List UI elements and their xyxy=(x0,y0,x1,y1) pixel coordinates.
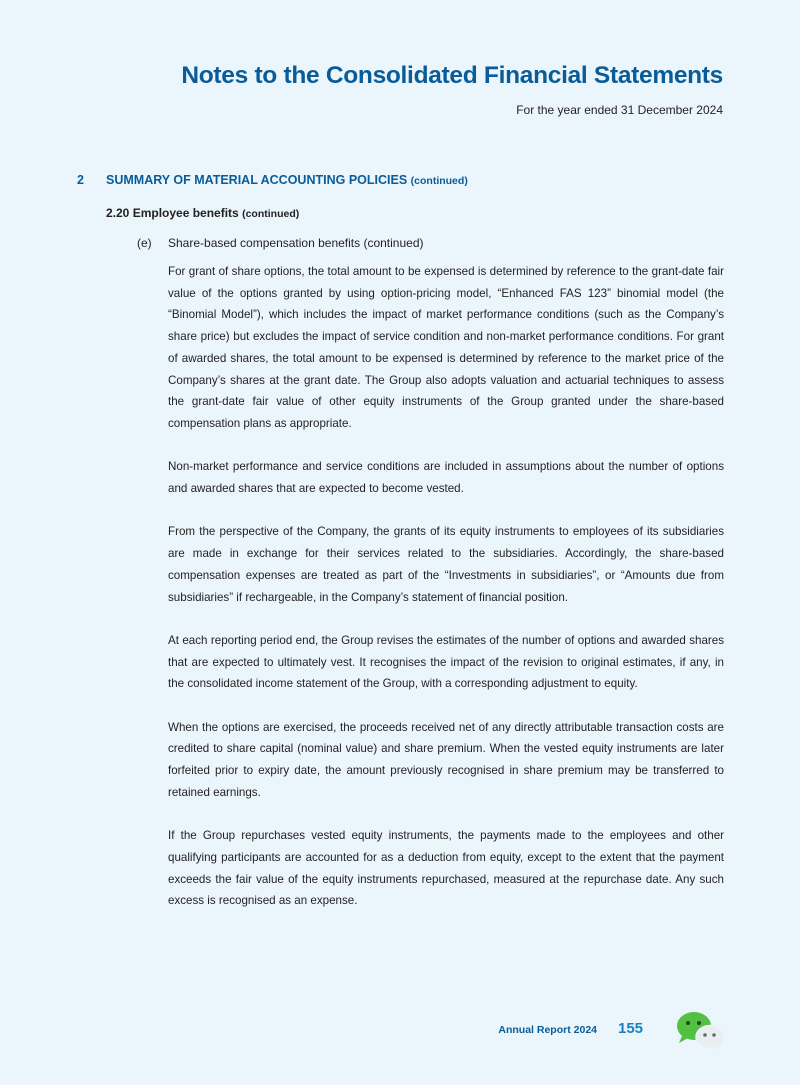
page-title: Notes to the Consolidated Financial Statements xyxy=(181,62,723,89)
item-marker: (e) xyxy=(137,236,152,250)
subsection-title: 2.20 Employee benefits xyxy=(106,206,239,220)
paragraph: Non-market performance and service conditions are included in assumptions about the number of options and awarded shares that are expected to become vested. xyxy=(168,460,724,496)
section-continued: (continued) xyxy=(410,175,468,187)
item-title: Share-based compensation benefits (continued) xyxy=(168,236,424,250)
paragraph: If the Group repurchases vested equity instruments, the payments made to the employees and other qualifying participants are accounted for as a deduction from equity, except to the extent that the payment exceeds the fair value of the equity instruments repurchased, measured at the repurchase date. Any such excess is recognised as an expense. xyxy=(168,829,724,908)
page-number: 155 xyxy=(618,1020,644,1037)
section-number: 2 xyxy=(77,173,84,187)
body-text xyxy=(168,261,724,934)
paragraph: When the options are exercised, the proceeds received net of any directly attributable transaction costs are credited to share capital (nominal value) and share premium. When the vested equity instruments are later forfeited prior to expiry date, the amount previously recognised in share premium may be transferred to retained earnings. xyxy=(168,720,724,799)
wechat-icon xyxy=(674,1010,726,1052)
paragraph: For grant of share options, the total amount to be expensed is determined by reference to the grant-date fair value of the options granted by using option-pricing model, “Enhanced FAS 123” binomial model (the “Binomial Model”), which includes the impact of market performance conditions (such as the Company’s share price) but excludes the impact of service condition and non-market performance conditions. For grant of awarded shares, the total amount to be expensed is determined by reference to the market price of the Company’s shares at the grant date. The Group also adopts valuation and actuarial techniques to assess the grant-date fair value of other equity instruments of the Group granted under the share-based compensation plans as appropriate. xyxy=(168,265,724,430)
page-subtitle: For the year ended 31 December 2024 xyxy=(516,103,723,117)
subsection-continued: (continued) xyxy=(242,208,300,220)
footer-report-label: Annual Report 2024 xyxy=(498,1024,597,1036)
paragraph: From the perspective of the Company, the grants of its equity instruments to employees of its subsidiaries are made in exchange for their services related to the subsidiaries. Accordingly, the share-based compensation expenses are treated as part of the “Investments in subsidiaries”, or “Amounts due from subsidiaries” if rechargeable, in the Company’s statement of financial position. xyxy=(168,525,724,604)
item-heading xyxy=(137,236,424,250)
section-heading xyxy=(77,173,468,187)
paragraph: At each reporting period end, the Group revises the estimates of the number of options and awarded shares that are expected to ultimately vest. It recognises the impact of the revision to original estimates, if any, in the consolidated income statement of the Group, with a corresponding adjustment to equity. xyxy=(168,633,724,691)
subsection-heading xyxy=(106,206,299,220)
section-title: SUMMARY OF MATERIAL ACCOUNTING POLICIES xyxy=(106,173,408,187)
